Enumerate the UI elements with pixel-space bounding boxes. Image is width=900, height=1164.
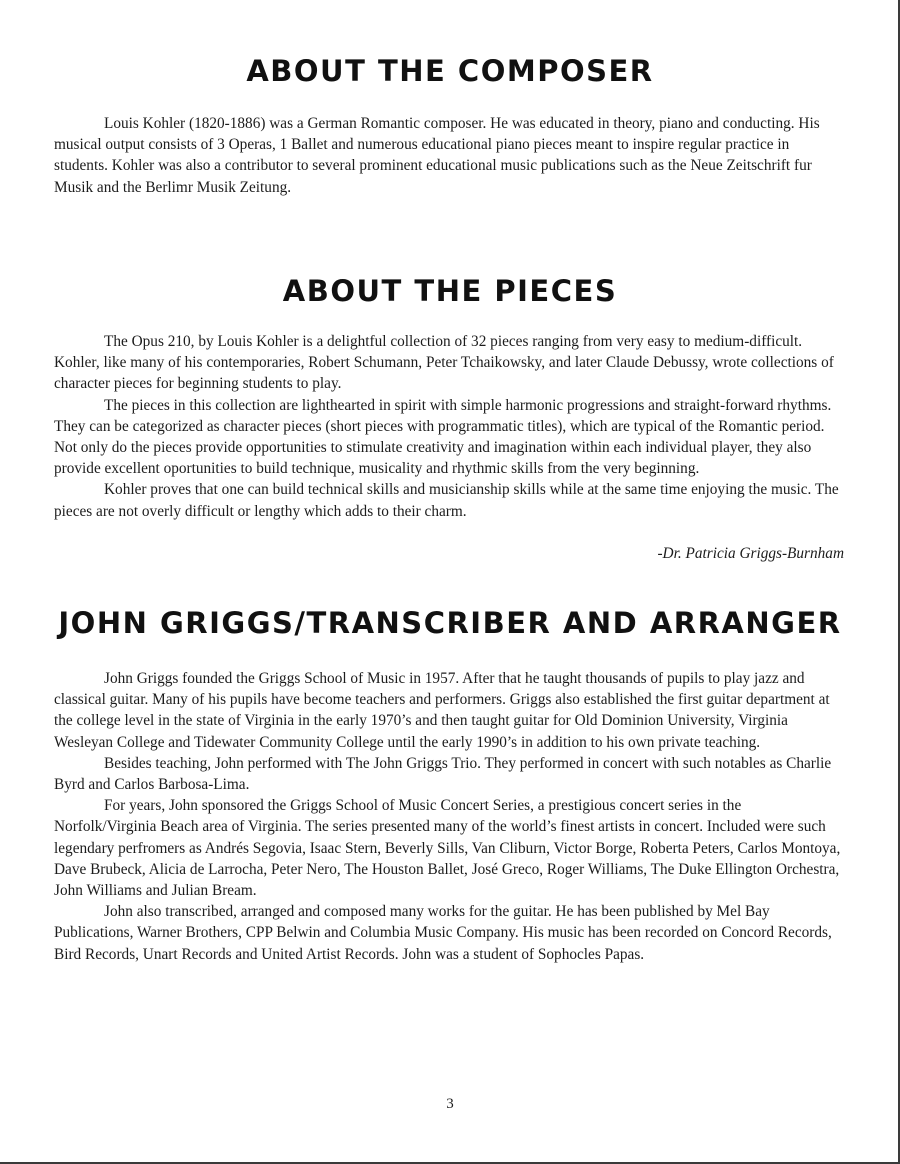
griggs-heading: JOHN GRIGGS/TRANSCRIBER AND ARRANGER bbox=[58, 606, 842, 640]
pieces-section bbox=[54, 331, 846, 522]
pieces-paragraph: The Opus 210, by Louis Kohler is a delightful collection of 32 pieces ranging from very easy to medium-difficult. Kohler, like many of his contemporaries, Robert Schumann, Peter Tchaikowsky, and later Claude Debussy, wrote collections of character pieces for beginning students to play. bbox=[54, 333, 834, 393]
composer-heading: ABOUT THE COMPOSER bbox=[246, 54, 654, 88]
composer-paragraph: Louis Kohler (1820-1886) was a German Romantic composer. He was educated in theory, piano and conducting. His musical output consists of 3 Operas, 1 Ballet and numerous educational piano pieces meant to inspire regular practice in students. Kohler was also a contributor to several prominent educational music publications such as the Neue Zeitschrift fur Musik and the Berlimr Musik Zeitung. bbox=[54, 115, 820, 196]
griggs-paragraph: Besides teaching, John performed with The John Griggs Trio. They performed in concert with such notables as Charlie Byrd and Carlos Barbosa-Lima. bbox=[54, 754, 832, 794]
pieces-heading: ABOUT THE PIECES bbox=[282, 274, 618, 308]
signature: -Dr. Patricia Griggs-Burnham bbox=[657, 545, 844, 562]
griggs-paragraph: John Griggs founded the Griggs School of Music in 1957. After that he taught thousands of pupils to play jazz and classical guitar. Many of his pupils have become teachers and performers. Griggs also established the first guitar department at the college level in the state of Virginia in the early 1970’s and then taught guitar for Old Dominion University, Virginia Wesleyan College and Tidewater Community College until the early 1990’s in addition to his own private teaching. bbox=[54, 670, 830, 751]
page-number: 3 bbox=[446, 1096, 454, 1112]
pieces-paragraph: The pieces in this collection are lighthearted in spirit with simple harmonic progressions and straight-forward rhythms. They can be categorized as character pieces (short pieces with programmatic titles), which are typical of the Romantic period. Not only do the pieces provide opportunities to stimulate creativity and imagination within each individual player, they also provide excellent oportunities to build technique, musicality and rhythmic skills from the very beginning. bbox=[54, 396, 832, 478]
griggs-section bbox=[54, 668, 846, 965]
pieces-paragraph: Kohler proves that one can build technical skills and musicianship skills while at the same time enjoying the music. The pieces are not overly difficult or lengthy which adds to their charm. bbox=[54, 481, 839, 520]
griggs-paragraph: For years, John sponsored the Griggs School of Music Concert Series, a prestigious concert series in the Norfolk/Virginia Beach area of Virginia. The series presented many of the world’s finest artists in concert. Included were such legendary perfromers as Andrés Segovia, Isaac Stern, Beverly Sills, Van Cliburn, Victor Borge, Roberta Peters, Carlos Montoya, Dave Brubeck, Alicia de Larrocha, Peter Nero, The Houston Ballet, José Greco, Roger Williams, The Duke Ellington Orchestra, John Williams and Julian Bream. bbox=[54, 797, 841, 900]
griggs-paragraph: John also transcribed, arranged and composed many works for the guitar. He has been published by Mel Bay Publications, Warner Brothers, CPP Belwin and Columbia Music Company. His music has been recorded on Concord Records, Bird Records, Unart Records and United Artist Records. John was a student of Sophocles Papas. bbox=[54, 903, 832, 963]
composer-section bbox=[54, 113, 846, 198]
